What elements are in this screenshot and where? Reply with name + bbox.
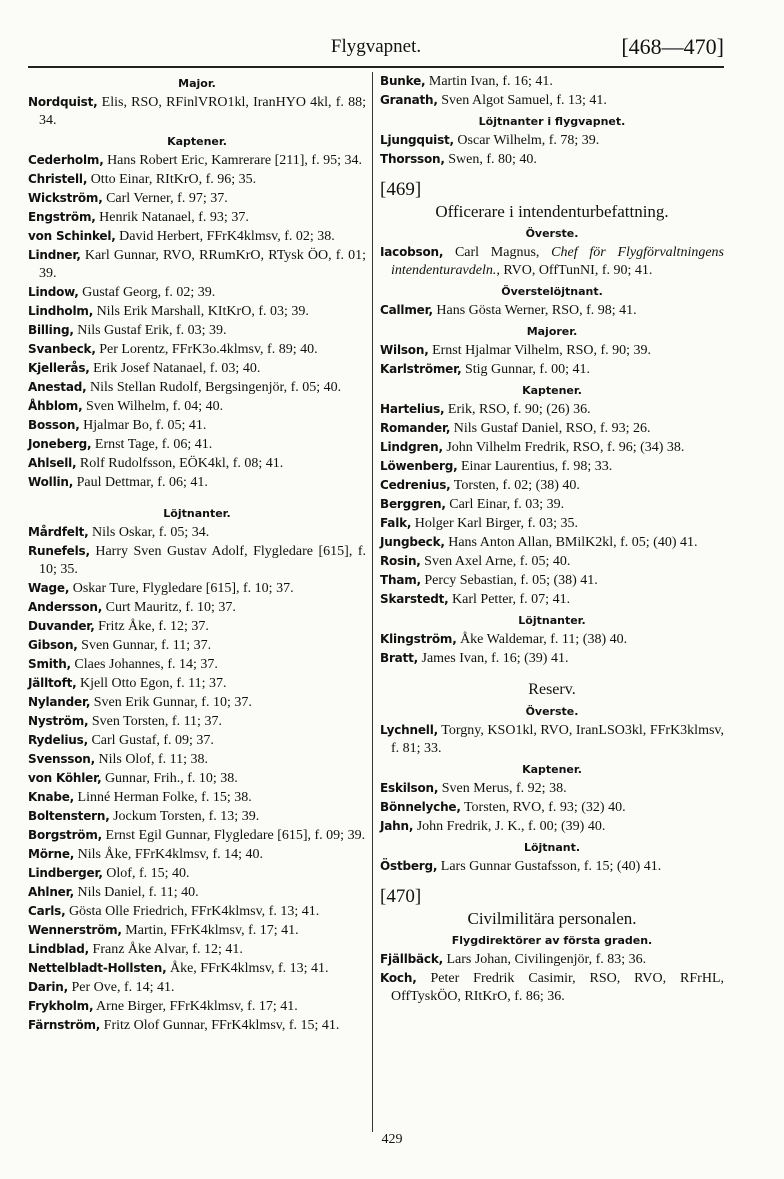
entry-details: Sven Merus, f. 92; 38. (438, 781, 567, 796)
roster-entry (28, 978, 366, 997)
entry-details: Nils Åke, FFrK4klmsv, f. 14; 40. (74, 847, 264, 862)
surname: Ljungquist, (380, 133, 454, 147)
section-number: [470] (380, 886, 422, 907)
entry-details: Sven Algot Samuel, f. 13; 41. (437, 93, 607, 108)
roster-entry (28, 189, 366, 208)
section-heading: Major. (178, 77, 216, 90)
roster-entry (28, 617, 366, 636)
entry-details: Ernst Tage, f. 06; 41. (91, 437, 213, 452)
right-column (380, 72, 724, 1006)
roster-entry (28, 750, 366, 769)
roster-entry (28, 902, 366, 921)
surname: Nyström, (28, 714, 89, 728)
entry-details: Oskar Ture, Flygledare [615], f. 10; 37. (69, 581, 294, 596)
surname: Kjellerås, (28, 361, 90, 375)
surname: Andersson, (28, 600, 103, 614)
entry-details: John Vilhelm Fredrik, RSO, f. 96; (34) 38. (442, 440, 685, 455)
section-heading: Löjtnant. (523, 841, 581, 854)
surname: Bönnelyche, (380, 800, 461, 814)
surname: Ahlner, (28, 885, 74, 899)
roster-entry (380, 301, 724, 320)
entry-details: Sven Torsten, f. 11; 37. (88, 714, 222, 729)
roster-entry (28, 769, 366, 788)
surname: Gibson, (28, 638, 78, 652)
entry-details: Martin Ivan, f. 16; 41. (425, 74, 553, 89)
surname: Callmer, (380, 303, 433, 317)
entry-details: Lars Johan, Civilingenjör, f. 83; 36. (442, 952, 647, 967)
roster-entry (28, 340, 366, 359)
entry-details: Peter Fredrik Casimir, RSO, RVO, RFrHL, OffTyskÖO, RItKrO, f. 86; 36. (391, 971, 724, 1004)
entry-details: Martin, FFrK4klmsv, f. 17; 41. (121, 923, 299, 938)
entry-details: Elis, RSO, RFinlVRO1kl, IranHYO 4kl, f. 88; 34. (39, 95, 366, 128)
entry-details: Fritz Åke, f. 12; 37. (94, 619, 209, 634)
roster-entry (380, 438, 724, 457)
roster-entry (28, 921, 366, 940)
surname: Borgström, (28, 828, 103, 842)
section-heading: Överstelöjtnant. (501, 285, 603, 298)
roster-entry (28, 378, 366, 397)
surname: Jälltoft, (28, 676, 77, 690)
entry-details: Jockum Torsten, f. 13; 39. (109, 809, 260, 824)
roster-entry (28, 788, 366, 807)
surname: Smith, (28, 657, 71, 671)
entry-details: Einar Laurentius, f. 98; 33. (457, 459, 613, 474)
surname: Eskilson, (380, 781, 439, 795)
surname: Duvander, (28, 619, 95, 633)
entry-details: Percy Sebastian, f. 05; (38) 41. (420, 573, 598, 588)
section-heading: Flygdirektörer av första graden. (451, 934, 653, 947)
entry-details: James Ivan, f. 16; (39) 41. (418, 651, 569, 666)
surname: Bratt, (380, 651, 418, 665)
surname: Åhblom, (28, 399, 83, 413)
entry-details: Ernst Hjalmar Vilhelm, RSO, f. 90; 39. (428, 343, 652, 358)
entry-details: Karl Petter, f. 07; 41. (448, 592, 571, 607)
entry-details: Nils Erik Marshall, KItKrO, f. 03; 39. (93, 304, 309, 319)
entry-details: Nils Oskar, f. 05; 34. (88, 525, 210, 540)
section-heading: Kaptener. (522, 763, 582, 776)
entry-details: Hjalmar Bo, f. 05; 41. (79, 418, 207, 433)
roster-entry (28, 93, 366, 130)
roster-entry (380, 950, 724, 969)
roster-entry (380, 91, 724, 110)
entry-details: Linné Herman Folke, f. 15; 38. (74, 790, 252, 805)
entry-details: Holger Karl Birger, f. 03; 35. (411, 516, 579, 531)
surname: Cederholm, (28, 153, 104, 167)
entry-details: Åke Waldemar, f. 11; (38) 40. (456, 632, 628, 647)
roster-entry (28, 473, 366, 492)
surname: Skarstedt, (380, 592, 449, 606)
surname: Rosin, (380, 554, 421, 568)
entry-details: Chef för Flygförvaltningens intendenturavdeln., (391, 245, 724, 278)
surname: Svensson, (28, 752, 95, 766)
section-heading: Överste. (525, 227, 579, 240)
roster-entry (28, 359, 366, 378)
roster-entry (28, 807, 366, 826)
section-title: Reserv. (528, 681, 576, 698)
section-title: Civilmilitära personalen. (467, 909, 637, 928)
roster-entry (380, 857, 724, 876)
entry-details: Oscar Wilhelm, f. 78; 39. (453, 133, 600, 148)
entry-details: Torgny, KSO1kl, RVO, IranLSO3kl, FFrK3klmsv, f. 81; 33. (391, 723, 724, 756)
section-heading: Kaptener. (522, 384, 582, 397)
roster-entry (28, 693, 366, 712)
surname: Falk, (380, 516, 412, 530)
roster-entry (380, 721, 724, 758)
roster-entry (28, 523, 366, 542)
surname: Anestad, (28, 380, 87, 394)
roster-entry (28, 397, 366, 416)
surname: Svanbeck, (28, 342, 96, 356)
surname: Wilson, (380, 343, 429, 357)
surname: Bunke, (380, 74, 426, 88)
surname: Carls, (28, 904, 66, 918)
surname: Granath, (380, 93, 438, 107)
entry-details: Per Ove, f. 14; 41. (68, 980, 175, 995)
section-heading: Överste. (525, 705, 579, 718)
surname: Christell, (28, 172, 88, 186)
entry-details: Carl Gustaf, f. 09; 37. (87, 733, 214, 748)
entry-details: Erik Josef Natanael, f. 03; 40. (89, 361, 261, 376)
roster-entry (380, 590, 724, 609)
surname: Färnström, (28, 1018, 101, 1032)
entry-details: Nils Gustaf Erik, f. 03; 39. (73, 323, 227, 338)
entry-details: Harry Sven Gustav Adolf, Flygledare [615], f. 10; 35. (39, 544, 366, 577)
roster-entry (28, 321, 366, 340)
surname: Rydelius, (28, 733, 88, 747)
surname: Iacobson, (380, 245, 444, 259)
surname: Östberg, (380, 859, 438, 873)
roster-entry (28, 940, 366, 959)
roster-entry (28, 845, 366, 864)
roster-entry (28, 826, 366, 845)
entry-details: Stig Gunnar, f. 00; 41. (461, 362, 590, 377)
surname: Darin, (28, 980, 68, 994)
roster-entry (380, 457, 724, 476)
surname: Hartelius, (380, 402, 445, 416)
entry-details: Per Lorentz, FFrK3o.4klmsv, f. 89; 40. (95, 342, 318, 357)
roster-entry (380, 131, 724, 150)
section-heading: Löjtnanter. (163, 507, 231, 520)
entry-details: Gösta Olle Friedrich, FFrK4klmsv, f. 13; 41. (65, 904, 320, 919)
roster-entry (380, 779, 724, 798)
left-column (28, 72, 366, 1035)
roster-entry (380, 533, 724, 552)
surname: Lindner, (28, 248, 81, 262)
roster-entry (28, 959, 366, 978)
entry-details: Erik, RSO, f. 90; (26) 36. (444, 402, 591, 417)
surname: Joneberg, (28, 437, 92, 451)
entry-details: Gunnar, Frih., f. 10; 38. (101, 771, 238, 786)
entry-details: Carl Einar, f. 03; 39. (445, 497, 565, 512)
surname: Thorsson, (380, 152, 445, 166)
entry-details: Otto Einar, RItKrO, f. 96; 35. (87, 172, 257, 187)
roster-entry (28, 712, 366, 731)
surname: Bosson, (28, 418, 80, 432)
entry-details: Karl Gunnar, RVO, RRumKrO, RTysk ÖO, f. 01; 39. (39, 248, 366, 281)
surname: Wage, (28, 581, 70, 595)
surname: Lindow, (28, 285, 79, 299)
surname: Wollin, (28, 475, 74, 489)
roster-entry (380, 341, 724, 360)
roster-entry (380, 817, 724, 836)
entry-details: Kjell Otto Egon, f. 11; 37. (76, 676, 227, 691)
entry-details: Sven Axel Arne, f. 05; 40. (420, 554, 571, 569)
roster-entry (380, 243, 724, 280)
surname: Lindgren, (380, 440, 443, 454)
entry-details: Paul Dettmar, f. 06; 41. (73, 475, 208, 490)
roster-entry (28, 454, 366, 473)
roster-entry (380, 552, 724, 571)
entry-details: Nils Stellan Rudolf, Bergsingenjör, f. 05; 40. (86, 380, 342, 395)
entry-details: Åke, FFrK4klmsv, f. 13; 41. (166, 961, 329, 976)
section-heading: Majorer. (526, 325, 578, 338)
roster-entry (380, 360, 724, 379)
surname: Mörne, (28, 847, 75, 861)
entry-details: Swen, f. 80; 40. (444, 152, 537, 167)
entry-details: Arne Birger, FFrK4klmsv, f. 17; 41. (93, 999, 298, 1014)
surname: Cedrenius, (380, 478, 451, 492)
surname: Nylander, (28, 695, 91, 709)
surname: Wickström, (28, 191, 103, 205)
entry-details: Rolf Rudolfsson, EÖK4kl, f. 08; 41. (76, 456, 284, 471)
entry-details: Hans Gösta Werner, RSO, f. 98; 41. (432, 303, 637, 318)
roster-entry (380, 476, 724, 495)
surname: Billing, (28, 323, 74, 337)
entry-details: Sven Gunnar, f. 11; 37. (77, 638, 212, 653)
entry-details: David Herbert, FFrK4klmsv, f. 02; 38. (115, 229, 335, 244)
entry-details: Nils Daniel, f. 11; 40. (73, 885, 199, 900)
surname: Berggren, (380, 497, 446, 511)
entry-details: Claes Johannes, f. 14; 37. (70, 657, 218, 672)
surname: Engström, (28, 210, 96, 224)
section-heading: Löjtnanter. (518, 614, 586, 627)
roster-entry (380, 571, 724, 590)
surname: Lychnell, (380, 723, 438, 737)
header-page-range: [468—470] (621, 34, 724, 59)
entry-details: Hans Anton Allan, BMilK2kl, f. 05; (40) 41. (444, 535, 698, 550)
surname: Karlströmer, (380, 362, 462, 376)
surname: Wennerström, (28, 923, 122, 937)
surname: Nordquist, (28, 95, 98, 109)
surname: Runefels, (28, 544, 90, 558)
header-rule (28, 66, 724, 68)
roster-entry (380, 798, 724, 817)
surname: Klingström, (380, 632, 457, 646)
entry-details: Ernst Egil Gunnar, Flygledare [615], f. 09; 39. (102, 828, 366, 843)
roster-entry (380, 649, 724, 668)
surname: Mårdfelt, (28, 525, 89, 539)
roster-entry (28, 170, 366, 189)
roster-entry (28, 542, 366, 579)
column-divider (372, 72, 373, 1132)
entry-details: Nils Gustaf Daniel, RSO, f. 93; 26. (450, 421, 651, 436)
entry-details: Olof, f. 15; 40. (102, 866, 190, 881)
roster-entry (380, 400, 724, 419)
surname: Jahn, (380, 819, 414, 833)
roster-entry (28, 883, 366, 902)
roster-entry (28, 731, 366, 750)
surname: Nettelbladt-Hollsten, (28, 961, 167, 975)
surname: Jungbeck, (380, 535, 445, 549)
entry-details: Lars Gunnar Gustafsson, f. 15; (40) 41. (437, 859, 662, 874)
surname: Knabe, (28, 790, 75, 804)
surname: Lindberger, (28, 866, 103, 880)
roster-entry (380, 419, 724, 438)
roster-entry (380, 514, 724, 533)
surname: Boltenstern, (28, 809, 110, 823)
surname: Lindholm, (28, 304, 94, 318)
entry-details: Torsten, f. 02; (38) 40. (450, 478, 580, 493)
entry-details: Sven Erik Gunnar, f. 10; 37. (90, 695, 252, 710)
roster-entry (380, 495, 724, 514)
surname: Lindblad, (28, 942, 90, 956)
roster-entry (28, 302, 366, 321)
roster-entry (28, 674, 366, 693)
roster-entry (28, 208, 366, 227)
surname: Koch, (380, 971, 417, 985)
section-number: [469] (380, 179, 422, 200)
roster-entry (28, 1016, 366, 1035)
entry-details: Sven Wilhelm, f. 04; 40. (82, 399, 224, 414)
entry-details: Carl Magnus, (443, 245, 552, 260)
surname: Romander, (380, 421, 451, 435)
surname: Frykholm, (28, 999, 94, 1013)
entry-details: Curt Mauritz, f. 10; 37. (102, 600, 236, 615)
running-header (28, 34, 724, 64)
roster-entry (380, 969, 724, 1006)
roster-entry (380, 72, 724, 91)
entry-details: John Fredrik, J. K., f. 00; (39) 40. (413, 819, 606, 834)
section-heading: Kaptener. (167, 135, 227, 148)
entry-details: Torsten, RVO, f. 93; (32) 40. (460, 800, 626, 815)
surname: von Schinkel, (28, 229, 116, 243)
header-title: Flygvapnet. (330, 36, 422, 57)
surname: Fjällbäck, (380, 952, 443, 966)
roster-entry (28, 435, 366, 454)
roster-entry (28, 227, 366, 246)
roster-entry (28, 655, 366, 674)
section-title: Officerare i intendenturbefattning. (435, 202, 669, 221)
roster-entry (28, 283, 366, 302)
entry-details: Carl Verner, f. 97; 37. (102, 191, 228, 206)
roster-entry (28, 864, 366, 883)
surname: von Köhler, (28, 771, 102, 785)
page-number: 429 (381, 1132, 403, 1147)
surname: Tham, (380, 573, 421, 587)
spacer (28, 492, 366, 502)
roster-entry (28, 246, 366, 283)
roster-entry (28, 416, 366, 435)
entry-details: Nils Olof, f. 11; 38. (94, 752, 209, 767)
roster-entry (380, 150, 724, 169)
roster-entry (28, 151, 366, 170)
roster-entry (28, 598, 366, 617)
surname: Ahlsell, (28, 456, 77, 470)
entry-details: Gustaf Georg, f. 02; 39. (78, 285, 216, 300)
roster-entry (28, 997, 366, 1016)
surname: Löwenberg, (380, 459, 458, 473)
entry-details: Franz Åke Alvar, f. 12; 41. (89, 942, 243, 957)
roster-entry (28, 579, 366, 598)
entry-details: RVO, OffTunNI, f. 90; 41. (499, 263, 653, 278)
roster-entry (28, 636, 366, 655)
section-heading: Löjtnanter i flygvapnet. (478, 115, 626, 128)
entry-details: Henrik Natanael, f. 93; 37. (95, 210, 249, 225)
entry-details: Hans Robert Eric, Kamrerare [211], f. 95; 34. (103, 153, 362, 168)
roster-entry (380, 630, 724, 649)
entry-details: Fritz Olof Gunnar, FFrK4klmsv, f. 15; 41. (100, 1018, 340, 1033)
